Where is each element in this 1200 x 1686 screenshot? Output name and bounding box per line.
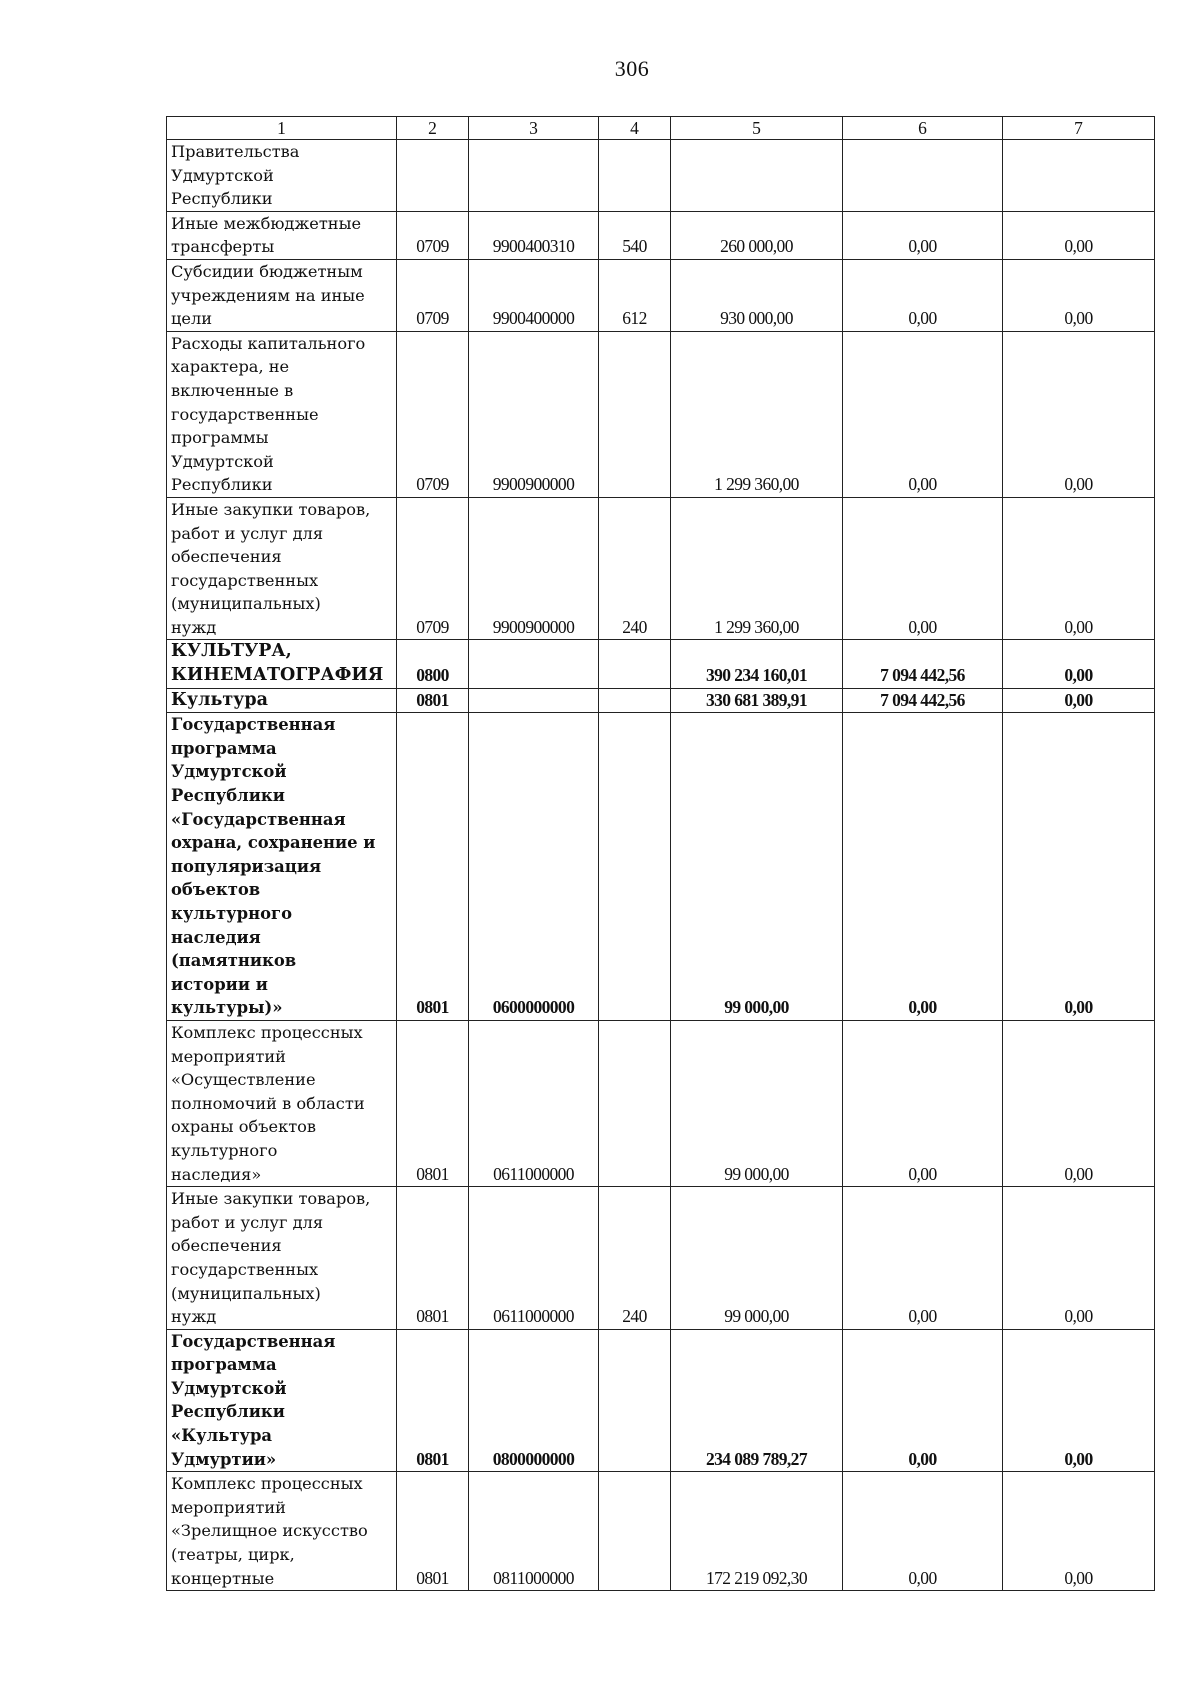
amount-cell: 0,00 <box>843 1472 1003 1591</box>
amount-cell: 0,00 <box>843 497 1003 640</box>
expense-type-cell <box>599 331 671 497</box>
amount-cell: 0,00 <box>1003 497 1155 640</box>
amount-cell: 172 219 092,30 <box>671 1472 843 1591</box>
amount-cell: 0,00 <box>1003 713 1155 1021</box>
amount-cell: 0,00 <box>1003 640 1155 688</box>
target-article-cell: 9900900000 <box>469 331 599 497</box>
row-name-cell: Иные межбюджетные трансферты <box>167 211 397 259</box>
amount-cell: 234 089 789,27 <box>671 1329 843 1472</box>
expense-type-cell: 612 <box>599 259 671 331</box>
row-name-cell: Иные закупки товаров, работ и услуг для обеспечения государственных (муниципальных) нужд <box>167 1187 397 1330</box>
section-code-cell: 0801 <box>397 688 469 713</box>
target-article-cell: 0800000000 <box>469 1329 599 1472</box>
amount-cell: 330 681 389,91 <box>671 688 843 713</box>
section-code-cell: 0801 <box>397 1020 469 1186</box>
row-name-cell: Расходы капитального характера, не включенные в государственные программы Удмуртской Республики <box>167 331 397 497</box>
amount-cell: 0,00 <box>843 211 1003 259</box>
amount-cell: 260 000,00 <box>671 211 843 259</box>
section-code-cell: 0709 <box>397 259 469 331</box>
amount-cell: 0,00 <box>1003 259 1155 331</box>
row-name-cell: Комплекс процессных мероприятий «Осуществление полномочий в области охраны объектов культурного наследия» <box>167 1020 397 1186</box>
row-name-cell: Государственная программа Удмуртской Республики «Государственная охрана, сохранение и популяризация объектов культурного наследия (памятников истории и культуры)» <box>167 713 397 1021</box>
target-article-cell: 0611000000 <box>469 1020 599 1186</box>
target-article-cell: 9900900000 <box>469 497 599 640</box>
column-header: 3 <box>469 117 599 140</box>
table-row <box>167 497 1155 640</box>
target-article-cell <box>469 640 599 688</box>
amount-cell: 0,00 <box>1003 1187 1155 1330</box>
expense-type-cell: 540 <box>599 211 671 259</box>
row-name-cell: КУЛЬТУРА, КИНЕМАТОГРАФИЯ <box>167 640 397 688</box>
amount-cell <box>671 140 843 212</box>
target-article-cell: 0811000000 <box>469 1472 599 1591</box>
section-code-cell: 0801 <box>397 1472 469 1591</box>
expense-type-cell <box>599 1329 671 1472</box>
section-code-cell: 0709 <box>397 211 469 259</box>
row-name-cell: Субсидии бюджетным учреждениям на иные цели <box>167 259 397 331</box>
amount-cell <box>843 140 1003 212</box>
table-row <box>167 140 1155 212</box>
column-header: 5 <box>671 117 843 140</box>
column-header: 1 <box>167 117 397 140</box>
table-row <box>167 1187 1155 1330</box>
expense-type-cell <box>599 1020 671 1186</box>
amount-cell: 99 000,00 <box>671 1187 843 1330</box>
table-row <box>167 1329 1155 1472</box>
amount-cell: 7 094 442,56 <box>843 640 1003 688</box>
target-article-cell <box>469 140 599 212</box>
amount-cell: 7 094 442,56 <box>843 688 1003 713</box>
table-row <box>167 640 1155 688</box>
budget-table <box>166 116 1155 1591</box>
amount-cell: 0,00 <box>843 713 1003 1021</box>
column-header: 7 <box>1003 117 1155 140</box>
row-name-cell: Государственная программа Удмуртской Республики «Культура Удмуртии» <box>167 1329 397 1472</box>
table-row <box>167 688 1155 713</box>
row-name-cell: Культура <box>167 688 397 713</box>
expense-type-cell <box>599 713 671 1021</box>
table-row <box>167 1472 1155 1591</box>
target-article-cell: 0611000000 <box>469 1187 599 1330</box>
section-code-cell: 0709 <box>397 331 469 497</box>
amount-cell <box>1003 140 1155 212</box>
expense-type-cell: 240 <box>599 1187 671 1330</box>
section-code-cell: 0800 <box>397 640 469 688</box>
amount-cell: 930 000,00 <box>671 259 843 331</box>
target-article-cell: 9900400310 <box>469 211 599 259</box>
table-row <box>167 331 1155 497</box>
table-row <box>167 713 1155 1021</box>
amount-cell: 99 000,00 <box>671 713 843 1021</box>
amount-cell: 0,00 <box>1003 1020 1155 1186</box>
section-code-cell: 0801 <box>397 1329 469 1472</box>
page-number: 306 <box>614 56 650 81</box>
row-name-cell: Комплекс процессных мероприятий «Зрелищное искусство (театры, цирк, концертные <box>167 1472 397 1591</box>
amount-cell: 0,00 <box>843 259 1003 331</box>
expense-type-cell <box>599 688 671 713</box>
expense-type-cell: 240 <box>599 497 671 640</box>
amount-cell: 390 234 160,01 <box>671 640 843 688</box>
amount-cell: 0,00 <box>843 331 1003 497</box>
amount-cell: 0,00 <box>1003 1472 1155 1591</box>
section-code-cell: 0709 <box>397 497 469 640</box>
target-article-cell <box>469 688 599 713</box>
amount-cell: 0,00 <box>843 1329 1003 1472</box>
table-body <box>167 117 1155 1591</box>
section-code-cell <box>397 140 469 212</box>
table-row <box>167 211 1155 259</box>
column-header-row <box>167 117 1155 140</box>
column-header: 6 <box>843 117 1003 140</box>
table-row <box>167 259 1155 331</box>
column-header: 4 <box>599 117 671 140</box>
amount-cell: 0,00 <box>1003 688 1155 713</box>
amount-cell: 0,00 <box>843 1187 1003 1330</box>
table-row <box>167 1020 1155 1186</box>
expense-type-cell <box>599 640 671 688</box>
amount-cell: 0,00 <box>1003 1329 1155 1472</box>
expense-type-cell <box>599 1472 671 1591</box>
column-header: 2 <box>397 117 469 140</box>
amount-cell: 0,00 <box>1003 211 1155 259</box>
amount-cell: 0,00 <box>1003 331 1155 497</box>
section-code-cell: 0801 <box>397 713 469 1021</box>
amount-cell: 1 299 360,00 <box>671 497 843 640</box>
amount-cell: 99 000,00 <box>671 1020 843 1186</box>
target-article-cell: 0600000000 <box>469 713 599 1021</box>
row-name-cell: Иные закупки товаров, работ и услуг для обеспечения государственных (муниципальных) нужд <box>167 497 397 640</box>
section-code-cell: 0801 <box>397 1187 469 1330</box>
target-article-cell: 9900400000 <box>469 259 599 331</box>
row-name-cell: Правительства Удмуртской Республики <box>167 140 397 212</box>
amount-cell: 0,00 <box>843 1020 1003 1186</box>
expense-type-cell <box>599 140 671 212</box>
amount-cell: 1 299 360,00 <box>671 331 843 497</box>
